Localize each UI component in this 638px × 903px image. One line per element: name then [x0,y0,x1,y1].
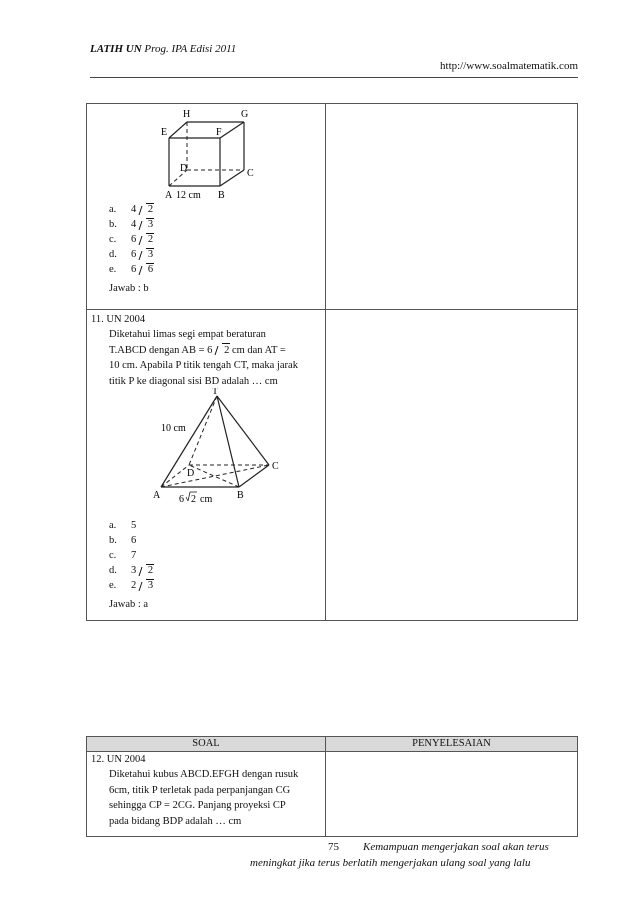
q11-line-3: 10 cm. Apabila P titik tengah CT, maka jarak [109,360,298,371]
pyramid-base-unit: cm [200,494,213,505]
q11-line-2: T.ABCD dengan AB = 6 2 cm dan AT = [109,343,335,359]
cube-label-a: A [165,190,173,201]
pyramid-label-d: D [187,468,195,479]
pyramid-label-t: T [212,388,219,397]
q12-line-2: 6cm, titik P terletak pada perpanjangan CG [109,784,291,796]
q10-option-b: b. 4 3 [109,219,154,230]
footer-line-1 [328,841,549,853]
header-title-rest: Prog. IPA Edisi 2011 [141,43,237,55]
cube-label-f: F [216,127,222,138]
cube-label-b: B [218,190,225,201]
q11-text [109,327,335,389]
pyramid-base-rad: 2 [191,494,196,505]
cube-label-e: E [161,127,168,138]
q11-source: 11. UN 2004 [91,314,146,325]
pyramid-label-b: B [237,490,244,501]
q11-line-4: titik P ke diagonal sisi BD adalah … cm [109,375,278,387]
header-url: http://www.soalmatematik.com [440,60,578,72]
q12-line-3: sehingga CP = 2CG. Panjang proyeksi CP [109,800,286,811]
cube-label-h: H [183,109,191,120]
document-header-title [90,43,236,55]
footer-tagline-1: Kemampuan mengerjakan soal akan terus [363,841,549,853]
q12-line-1: Diketahui kubus ABCD.EFGH dengan rusuk [109,769,299,780]
q10-answer: Jawab : b [109,283,149,294]
footer-tagline-2: meningkat jika terus berlatih mengerjakan ulang soal yang lalu [250,857,531,869]
q12-line-4: pada bidang BDP adalah … cm [109,815,242,827]
q12-penyelesaian-cell [326,752,578,837]
column-header-penyelesaian: PENYELESAIAN [326,737,578,752]
q11-option-e: e. 2 3 [109,580,154,591]
q10-option-c: c. 6 2 [109,234,154,245]
q12-source: 12. UN 2004 [91,754,146,765]
cube-label-g: G [241,109,249,120]
q11-option-a: a. 5 [109,520,137,531]
pyramid-label-c: C [272,461,279,472]
cube-label-d: D [180,163,188,174]
q11-penyelesaian-cell [326,310,578,621]
header-divider [90,77,578,78]
q12-text [109,767,335,829]
question-table-1 [86,103,578,621]
q11-line-1: Diketahui limas segi empat beraturan [109,329,266,340]
q11-option-d: d. 3 2 [109,565,154,576]
cube-figure [159,107,289,202]
q11-option-c: c. 7 [109,550,137,561]
q12-soal-cell [87,752,326,837]
q10-option-e: e. 6 6 [109,264,154,275]
q10-option-d: d. 6 3 [109,249,154,260]
q10-soal-cell [87,104,326,310]
column-header-soal: SOAL [87,737,326,752]
pyramid-figure [149,388,299,506]
q10-option-a: a. 4 2 [109,204,154,215]
q11-option-b: b. 6 [109,535,137,546]
page-number: 75 [328,841,339,853]
header-title-bold: LATIH UN [90,43,142,55]
question-table-2 [86,736,578,837]
q11-answer: Jawab : a [109,599,149,610]
pyramid-edge-length: 10 cm [161,423,186,434]
pyramid-base-coef: 6 [179,494,184,505]
q10-penyelesaian-cell [326,104,578,310]
cube-edge-length: 12 cm [176,190,201,201]
pyramid-label-a: A [153,490,161,501]
cube-label-c: C [247,168,254,179]
q11-soal-cell [87,310,326,621]
